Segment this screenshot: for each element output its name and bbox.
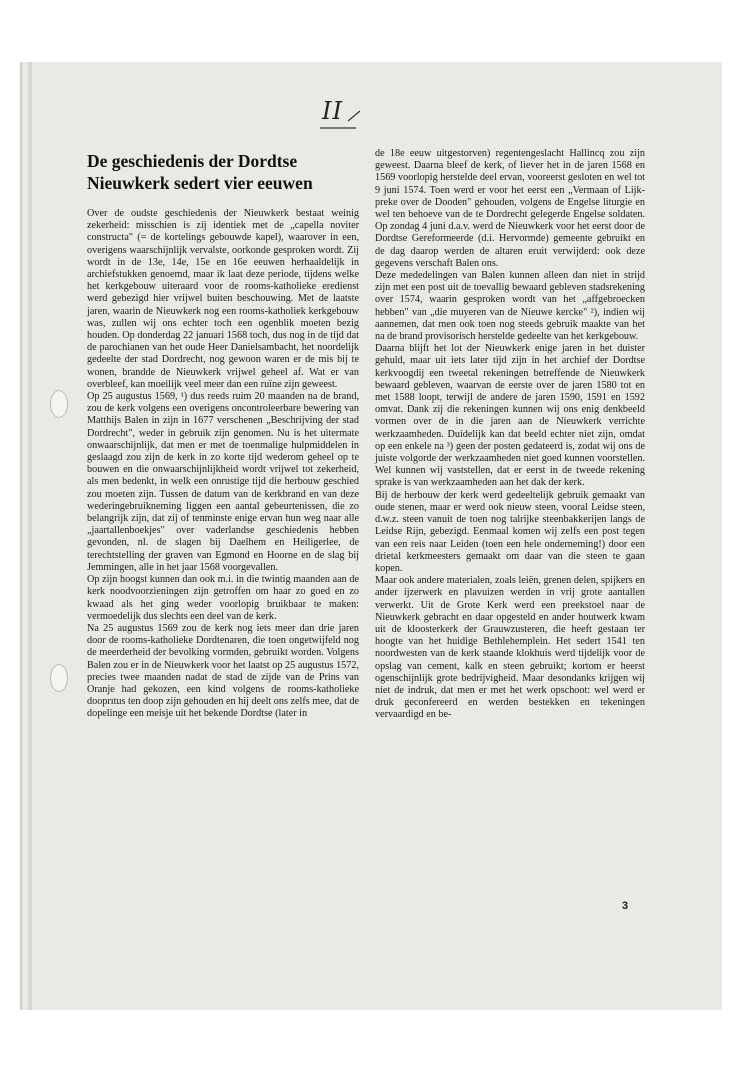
title-line-2: Nieuwkerk sedert vier eeuwen — [87, 173, 313, 193]
title-line-1: De geschiedenis der Dordtse — [87, 151, 298, 171]
left-paragraph-4: Na 25 augustus 1569 zou de kerk nog iets meer dan drie jaren door de rooms-katholieke Dordtenaren, die toen ongetwijfeld nog de meerderheid der bevolking vormden, gebruikt worden. Volgens Balen zou er in de Nieuwkerk voor het laatst op 25 augustus 1572, precies twee maanden nadat de stad de zijde van de Prins van Oranje had gekozen, een kind volgens de rooms-katholieke dooprıtus ten doop zijn gehouden en hij deelt ons zelfs mee, dat de dopelinge een meisje uit het bekende Dordtse (later in — [87, 622, 359, 720]
page-title — [87, 150, 377, 194]
left-paragraph-1: Over de oudste geschiedenis der Nieuwkerk bestaat weinig zekerheid: misschien is zij identiek met de „capella noviter constructa" (= de kortelings gebouwde kapel), waarover in een, overigens waarschijnlijk vervalste, oorkonde gesproken wordt. Zij wordt in de 13e, 14e, 15e en 16e eeuwen herhaaldelijk in archiefstukken genoemd, maar ik laat deze periode, tijdens welke het kerkgebouw uiteraard voor de rooms-katholieke eredienst werd gebezigd hier vrijwel buiten beschouwing. Met de laatste jaren, waarin de Nieuwkerk nog een rooms-katholiek kerkgebouw was, zullen wij ons echter toch een ogenblik moeten bezig houden. Op donderdag 22 januari 1568 toch, dus nog in de tijd dat de parochianen van het oude Heer Danielsambacht, het noordelijk gedeelte der stad Dordrecht, nog gewoon waren er de mis bij te wonen, brandde de Nieuwkerk vrijwel geheel af. Wat er van overbleef, kan moeilijk veel meer dan een ruïne zijn geweest. — [87, 208, 359, 390]
handwritten-mark: II — [322, 97, 343, 125]
right-paragraph-5: Maar ook andere materialen, zoals leiën, grenen delen, spijkers en ander ijzerwerk en plavuizen werden in vrij grote aantallen verwerkt. Uit de Grote Kerk werd een preekstoel naar de Nieuwkerk gebracht en daar opgesteld en ander houtwerk kwam uit de kloosterkerk der Grauwzusteren, die heeft gestaan ter hoogte van het huidige Bethlehemplein. Het sedert 1541 ten noordwesten van de kerk staande klokhuis werd tijdelijk voor de opslag van cement, kalk en steen gebruikt; kortom er heerst ogenschijnlijk grote bedrijvigheid. Maar desondanks krijgen wij niet de indruk, dat men er met het werk opschoot: wel werd er druk geconfereerd en werden bestekken en tekeningen vervaardigd en be- — [375, 575, 645, 721]
page-edge-shadow — [28, 62, 32, 1010]
left-text-column — [87, 208, 359, 721]
left-paragraph-3: Op zijn hoogst kunnen dan ook m.i. in die twintig maanden aan de kerk noodvoorzieningen zijn getroffen om haar zo goed en zo kwaad als het ging weder voorlopig bruikbaar te maken: vermoedelijk dus slechts een deel van de kerk. — [87, 574, 359, 622]
right-paragraph-2: Deze mededelingen van Balen kunnen alleen dan niet in strijd zijn met een post uit de toevallig bewaard gebleven stadsrekening over 1574, waarin gesproken wordt van het „affgebroecken hebben" van „die muyeren van de Nieuwe kercke" ²), indien wij aannemen, dat men ook toen nog steeds gebruik maakte van het na de brand provisorisch herstelde gedeelte van het kerkgebouw. — [375, 270, 645, 343]
punch-hole-top — [50, 390, 68, 418]
right-text-column — [375, 148, 645, 722]
punch-hole-bottom — [50, 664, 68, 692]
right-paragraph-3: Daarna blijft het lot der Nieuwkerk enige jaren in het duister gehuld, maar uit iets later tijd zijn in het archief der Dordtse kerkvoogdij een tweetal rekeningen betreffende de Nieuwkerk bewaard gebleven, waarvan de eerste over de jaren 1580 tot en met 1588 loopt, terwijl de andere de jaren 1590, 1591 en 1592 omvat. Dank zij die rekeningen kunnen wij ons enig denkbeeld vormen over de in die jaren aan de Nieuwkerk verrichte werkzaamheden. Duidelijk kan dat beeld echter niet zijn, omdat op een enkele na ³) geen der posten gedateerd is, zodat wij ons de juiste volgorde der werkzaamheden niet goed kunnen voorstellen. Wel kunnen wij vaststellen, dat er eerst in de tweede rekening sprake is van werkzaamheden aan het dak der kerk. — [375, 343, 645, 489]
right-paragraph-1: de 18e eeuw uitgestorven) regentengeslacht Hallincq zou zijn geweest. Daarna bleef de kerk, of liever het in de jaren 1568 en 1569 voorlopig herstelde deel ervan, vooreerst gesloten en wel tot 9 juni 1574. Toen werd er voor het eerst een „Vermaan of Lijk-preke over de Dooden" gehouden, volgens de Engelse liturgie en wel ten behoeve van de te Dordrecht gelegerde Engelse soldaten. Op zondag 4 juni d.a.v. werd de Nieuwkerk voor het eerst door de Dordtse Gereformeerde (d.i. Hervormde) gemeente gebruikt en de dag daarop werden de altaren eruit verwijderd: ook deze gegevens verschaft Balen ons. — [375, 148, 645, 269]
right-paragraph-4: Bij de herbouw der kerk werd gedeeltelijk gebruik gemaakt van oude stenen, maar er werd ook nieuw steen, vooral Leidse steen, d.w.z. steen vanuit de toen nog talrijke steenbakkerijen langs de Leidse Rijn, gebezigd. Eenmaal komen wij zelfs een post tegen van een reis naar Leiden (toen een hele onderneming!) door een drietal kerkmeesters gemaakt om daar van die steen te gaan kopen. — [375, 489, 645, 574]
left-paragraph-2: Op 25 augustus 1569, ¹) dus reeds ruim 20 maanden na de brand, zou de kerk volgens een overigens oncontroleerbare bewering van Matthijs Balen in zijn in 1677 verschenen „Beschrijving der stad Dordrecht", weder in gebruik zijn genomen. Nu is het uitermate onwaarschijnlijk, dat men er met de toenmalige hulpmiddelen in geslaagd zou zijn de kerk in zo korte tijd wederom geheel op te bouwen en die onwaarschijnlijkheid wordt vrijwel tot zekerheid, als men bedenkt, in welk een onrustige tijd die herbouw geschied zou moeten zijn. Tussen de datum van de kerkbrand en van deze wederingebruikneming liggen een aantal gebeurtenissen, die zo belangrijk zijn, dat zij of tenminste enige ervan hun weg naar alle „jaartallenboekjes" over vaderlandse geschiedenis hebben gevonden, nl. de slagen bij Daelhem en Heiligerlee, de terechtstelling der graven van Egmond en Hoorne en de slag bij Jemmingen, alle in het jaar 1568 voorgevallen. — [87, 391, 359, 573]
page-number: 3 — [622, 900, 629, 912]
